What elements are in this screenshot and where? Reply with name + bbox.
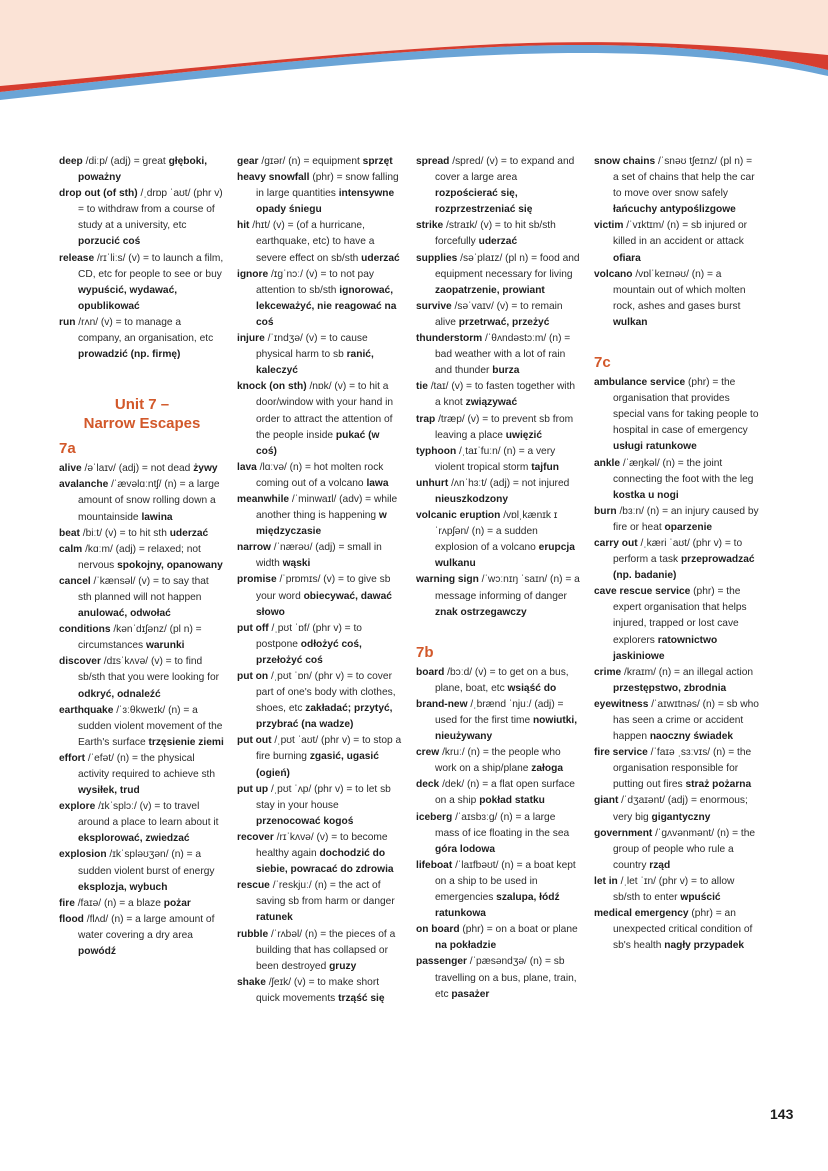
translation: powódź [78, 946, 116, 958]
definition: /ˈfaɪə ˌsɜːvɪs/ (n) = the organisation responsible for putting out fires [613, 747, 752, 791]
translation: zaopatrzenie, prowiant [435, 284, 545, 296]
headword: strike [416, 220, 444, 232]
translation: usługi ratunkowe [613, 441, 697, 453]
definition: /ʌnˈhɜːt/ (adj) = not injured [448, 477, 570, 489]
headword: carry out [594, 537, 638, 549]
definition: (phr) = an unexpected critical condition of sb's health [613, 908, 753, 952]
decorative-banner [0, 0, 828, 130]
translation: wysiłek, trud [78, 785, 140, 797]
definition: /ˈkænsəl/ (v) = to say that sth planned will not happen [78, 575, 209, 603]
translation: wypuścić, wydawać, opublikować [78, 284, 178, 312]
translation: góra lodowa [435, 843, 495, 855]
definition: /nɒk/ (v) = to hit a door/window with your hand in order to attract the attention of the people inside [256, 381, 394, 441]
definition: /ˌlet ˈɪn/ (phr v) = to allow sb/sth to enter [613, 875, 735, 904]
translation: naoczny świadek [649, 731, 734, 743]
definition: /dek/ (n) = a flat open surface on a ship [435, 779, 575, 807]
definition: /səˈvaɪv/ (v) = to remain alive [435, 300, 563, 328]
definition: /rɪˈkʌvə/ (v) = to become healthy again [256, 831, 388, 860]
translation: zakładać; przytyć, przybrać (na wadze) [256, 703, 393, 731]
headword: volcano [594, 268, 633, 280]
headword: put off [237, 622, 269, 634]
translation: żywy [193, 463, 218, 475]
definition: /ɪkˈsplɔː/ (v) = to travel around a place to learn about it [78, 801, 219, 829]
definition: /vɒlˈkeɪnəʊ/ (n) = a mountain out of which molten rock, ashes and gases burst [613, 268, 746, 312]
glossary-entry [59, 896, 225, 912]
translation: szalupa, łódź ratunkowa [435, 892, 560, 920]
headword: fire [59, 897, 75, 909]
definition: /kənˈdɪʃənz/ (pl n) = circumstances [78, 624, 202, 652]
headword: rescue [237, 880, 270, 892]
headword: recover [237, 831, 274, 843]
translation: kostka u nogi [613, 489, 679, 501]
headword: lifeboat [416, 859, 453, 871]
headword: iceberg [416, 811, 453, 823]
translation: intensywne opady śniegu [256, 188, 395, 216]
glossary-entry [416, 697, 582, 745]
headword: run [59, 316, 76, 328]
glossary-entry [237, 782, 403, 830]
translation: pukać (w coś) [256, 429, 380, 457]
headword: cave rescue service [594, 586, 691, 598]
translation: odłożyć coś, przełożyć coś [256, 638, 362, 666]
headword: deep [59, 156, 83, 167]
translation: ignorować, lekceważyć, nie reagować na coś [256, 284, 397, 328]
definition: /ˌkæri ˈaʊt/ (phr v) = to perform a task [613, 537, 743, 566]
glossary-entry [416, 251, 582, 299]
definition: /ˈɜːθkweɪk/ (n) = a sudden violent movement of the Earth's surface [78, 704, 223, 748]
glossary-entry [59, 751, 225, 799]
headword: narrow [237, 542, 271, 554]
definition: /ˌdrɒp ˈaʊt/ (phr v) = to withdraw from a course of study at a university, etc [78, 188, 223, 232]
glossary-entry [416, 922, 582, 954]
definition: /ˈpæsəndʒə/ (n) = sb travelling on a bus, plane, train, etc [435, 956, 577, 1000]
headword: avalanche [59, 479, 109, 491]
definition: /faɪə/ (n) = a blaze [74, 897, 164, 909]
headword: trap [416, 413, 436, 425]
translation: burza [492, 365, 520, 377]
translation: nieuszkodzony [435, 493, 509, 505]
definition: /ˈaɪsbɜːg/ (n) = a large mass of ice floating in the sea [435, 811, 570, 839]
definition: /flʌd/ (n) = a large amount of water covering a dry area [78, 913, 215, 941]
definition: /ˌpʊt ˈʌp/ (phr v) = to let sb stay in your house [256, 783, 391, 811]
glossary-entry [237, 154, 403, 170]
headword: cancel [59, 575, 91, 587]
unit-title: Unit 7 – Narrow Escapes [83, 396, 201, 433]
glossary-entry [594, 745, 760, 793]
translation: gruzy [329, 960, 357, 972]
definition: /ˈævəlɑːntʃ/ (n) = a large amount of snow rolling down a mountainside [78, 479, 220, 523]
translation: ratownictwo jaskiniowe [613, 634, 718, 662]
headword: heavy snowfall [237, 172, 310, 184]
glossary-entry [237, 572, 403, 620]
glossary-entry [237, 218, 403, 266]
glossary-entry [59, 186, 225, 250]
headword: explosion [59, 849, 107, 861]
translation: ratunek [256, 912, 293, 924]
glossary-entry [416, 810, 582, 858]
headword: meanwhile [237, 493, 290, 505]
headword: alive [59, 463, 82, 475]
headword: release [59, 252, 95, 264]
headword: put on [237, 671, 269, 682]
translation: dochodzić do siebie, powracać do zdrowia [256, 848, 394, 876]
translation: uderzać [361, 252, 400, 264]
glossary-entry [416, 154, 582, 218]
glossary-entry [237, 733, 403, 781]
banner-peach-band [0, 0, 828, 86]
definition: /əˈlaɪv/ (adj) = not dead [81, 463, 194, 475]
headword: eyewitness [594, 698, 649, 710]
definition: /ˈæŋkəl/ (n) = the joint connecting the foot with the leg [613, 457, 754, 485]
definition: /ˈminwaɪl/ (adv) = while another thing is happening [256, 493, 398, 522]
definition: /kɑːm/ (adj) = relaxed; not nervous [78, 543, 201, 571]
section-heading: 7b [416, 643, 434, 661]
headword: victim [594, 220, 624, 232]
headword: on board [416, 924, 460, 936]
page-number: 143 [770, 1106, 794, 1122]
headword: promise [237, 574, 277, 586]
glossary-entry [416, 331, 582, 379]
glossary-entry [416, 508, 582, 572]
translation: uderzać [478, 236, 518, 248]
glossary-entry [416, 858, 582, 922]
definition: /ˌpʊt ˈɒn/ (phr v) = to cover part of one's body with clothes, shoes, etc [256, 671, 396, 715]
glossary-entry [416, 954, 582, 1002]
glossary-entry [594, 536, 760, 584]
section-heading: 7c [594, 354, 611, 372]
section-heading: 7a [59, 440, 76, 458]
definition: /træp/ (v) = to prevent sb from leaving a place [435, 413, 574, 441]
definition: /rɪˈliːs/ (v) = to launch a film, CD, etc for people to see or buy [78, 252, 224, 280]
headword: board [416, 666, 445, 678]
translation: głęboki, poważny [78, 156, 208, 184]
headword: government [594, 827, 653, 839]
headword: effort [59, 752, 86, 764]
translation: łańcuchy antypoślizgowe [613, 204, 736, 216]
headword: gear [237, 156, 259, 167]
definition: /ˈnærəʊ/ (adj) = small in width [256, 542, 382, 570]
headword: explore [59, 801, 96, 813]
glossary-entry [59, 912, 225, 960]
translation: rozpościerać się, rozprzestrzeniać się [435, 188, 533, 216]
glossary-entry [59, 799, 225, 847]
definition: /ˈvɪktɪm/ (n) = sb injured or killed in an accident or attack [613, 220, 748, 248]
headword: knock (on sth) [237, 381, 307, 393]
headword: warning sign [416, 574, 479, 586]
headword: ambulance service [594, 377, 686, 389]
headword: tie [416, 381, 428, 393]
headword: crime [594, 666, 622, 678]
definition: (phr) = the organisation that provides special vans for taking people to hospital in case of emergency [613, 377, 759, 437]
headword: crew [416, 747, 440, 759]
definition: /ˈdʒaɪənt/ (adj) = enormous; very big [613, 795, 748, 823]
definition: /bɜːn/ (n) = an injury caused by fire or heat [613, 505, 759, 533]
headword: discover [59, 656, 101, 668]
translation: nagły przypadek [664, 940, 745, 952]
glossary-entry [237, 267, 403, 331]
translation: sprzęt [362, 156, 393, 167]
headword: conditions [59, 624, 111, 636]
headword: medical emergency [594, 908, 689, 920]
definition: /ʃeɪk/ (v) = to make short quick movements [256, 976, 380, 1004]
translation: przetrwać, przeżyć [458, 316, 550, 328]
definition: (phr) = the expert organisation that helps injured, trapped or lost cave explorers [613, 586, 747, 646]
definition: /kraɪm/ (n) = an illegal action [621, 666, 754, 678]
translation: znak ostrzegawczy [435, 606, 527, 618]
translation: związywać [465, 397, 518, 409]
glossary-entry [594, 826, 760, 874]
translation: erupcja wulkanu [435, 542, 575, 570]
translation: wąski [282, 558, 311, 570]
definition: /ˈɪndʒə/ (v) = to cause physical harm to sb [256, 333, 368, 361]
definition: /ˌtaɪˈfuːn/ (n) = a very violent tropical storm [435, 445, 556, 473]
headword: calm [59, 543, 83, 555]
definition: /ˈθʌndəstɔːm/ (n) = bad weather with a lot of rain and thunder [435, 333, 571, 377]
translation: lawina [141, 511, 173, 523]
headword: survive [416, 300, 452, 312]
glossary-entry [59, 315, 225, 363]
translation: porzucić coś [78, 236, 141, 248]
glossary-entry [59, 154, 225, 186]
definition: /diːp/ (adj) = great [82, 156, 169, 167]
headword: deck [416, 779, 440, 791]
headword: injure [237, 333, 265, 345]
translation: odkryć, odnaleźć [78, 688, 161, 700]
glossary-entry [59, 526, 225, 542]
headword: brand-new [416, 698, 468, 710]
definition: /ɪgˈnɔː/ (v) = to not pay attention to sb/sth [256, 268, 374, 296]
translation: pożar [163, 897, 191, 909]
definition: /gɪər/ (n) = equipment [258, 156, 363, 167]
glossary-entry [59, 251, 225, 315]
definition: /kruː/ (n) = the people who work on a ship/plane [435, 747, 561, 775]
translation: przeprowadzać (np. badanie) [613, 554, 755, 582]
translation: w międzyczasie [256, 510, 387, 538]
glossary-entry [237, 540, 403, 572]
headword: giant [594, 795, 619, 807]
glossary-entry [237, 460, 403, 492]
translation: lawa [366, 477, 389, 489]
definition: (phr) = snow falling in large quantities [256, 172, 399, 200]
glossary-entry [594, 218, 760, 266]
headword: put out [237, 735, 272, 747]
glossary-entry [59, 703, 225, 751]
definition: /ˈaɪwɪtnəs/ (n) = sb who has seen a crime or accident happen [613, 698, 759, 743]
translation: rząd [649, 859, 671, 871]
column-4 [594, 154, 760, 954]
headword: earthquake [59, 704, 114, 716]
glossary-entry [416, 379, 582, 411]
translation: uderzać [169, 527, 209, 539]
headword: ankle [594, 457, 621, 469]
translation: pokład statku [479, 795, 545, 807]
glossary-entry [237, 975, 403, 1007]
definition: /ˌbrænd ˈnjuː/ (adj) = used for the first time [435, 698, 564, 726]
headword: hit [237, 220, 250, 232]
column-3 [416, 154, 582, 1003]
glossary-entry [594, 874, 760, 906]
definition: /ˈwɔːnɪŋ ˈsaɪn/ (n) = a message informing of danger [435, 574, 580, 602]
headword: typhoon [416, 445, 457, 457]
translation: eksplorować, zwiedzać [78, 833, 190, 845]
definition: /ˌpʊt ˈɒf/ (phr v) = to postpone [256, 622, 362, 650]
headword: lava [237, 461, 257, 473]
definition: /taɪ/ (v) = to fasten together with a knot [427, 381, 576, 409]
glossary-entry [237, 379, 403, 459]
headword: unhurt [416, 477, 449, 489]
glossary-entry [594, 375, 760, 455]
glossary-entry [237, 492, 403, 540]
translation: pasażer [451, 988, 490, 1000]
headword: thunderstorm [416, 333, 483, 345]
headword: drop out (of sth) [59, 188, 138, 200]
translation: obiecywać, dawać słowo [256, 590, 392, 618]
glossary-entry [594, 154, 760, 218]
column-2 [237, 154, 403, 1007]
glossary-entry [594, 665, 760, 697]
glossary-entry [594, 906, 760, 954]
translation: straż pożarna [685, 779, 752, 791]
glossary-entry [237, 830, 403, 878]
translation: gigantyczny [651, 811, 711, 823]
translation: nowiutki, nieużywany [435, 715, 578, 743]
definition: /ˈlaɪfbəʊt/ (n) = a boat kept on a ship to be used in emergencies [435, 859, 576, 904]
headword: put up [237, 783, 269, 795]
definition: /straɪk/ (v) = to hit sb/sth forcefully [435, 220, 556, 248]
definition: /ˈefət/ (n) = the physical activity required to achieve sth [78, 752, 216, 780]
glossary-entry [237, 669, 403, 733]
definition: /ˌpʊt ˈaʊt/ (phr v) = to stop a fire burning [256, 735, 402, 763]
definition: /spred/ (v) = to expand and cover a large area [435, 156, 575, 184]
translation: uwięzić [505, 429, 543, 441]
translation: na pokładzie [435, 940, 497, 952]
glossary-entry [59, 622, 225, 654]
glossary-entry [594, 793, 760, 825]
translation: zgasić, ugasić (ogień) [256, 751, 379, 779]
glossary-entry [594, 584, 760, 664]
glossary-entry [594, 697, 760, 745]
glossary-entry [416, 572, 582, 620]
glossary-entry [59, 461, 225, 477]
translation: wsiąść do [507, 682, 557, 694]
headword: let in [594, 875, 618, 887]
glossary-entry [416, 476, 582, 508]
glossary-entry [416, 412, 582, 444]
definition: /səˈplaɪz/ (pl n) = food and equipment necessary for living [435, 252, 580, 280]
translation: wulkan [613, 316, 648, 328]
glossary-entry [594, 456, 760, 504]
column-1 [59, 154, 225, 960]
definition: (phr) = on a boat or plane [459, 924, 578, 936]
headword: ignore [237, 268, 269, 280]
glossary-entry [59, 574, 225, 622]
definition: /ˈrʌbəl/ (n) = the pieces of a building that has collapsed or been destroyed [256, 928, 396, 972]
translation: ranić, kaleczyć [256, 349, 374, 377]
glossary-entry [416, 745, 582, 777]
translation: anulować, odwołać [78, 608, 171, 620]
glossary-entry [594, 267, 760, 331]
translation: oparzenie [664, 521, 713, 533]
definition: /rʌn/ (v) = to manage a company, an organisation, etc [75, 316, 214, 345]
translation: ofiara [613, 252, 641, 264]
glossary-entry [416, 218, 582, 250]
headword: rubble [237, 928, 269, 940]
definition: /vɒlˌkænɪk ɪˈrʌpʃən/ (n) = a sudden explosion of a volcano [435, 510, 558, 554]
translation: eksplozja, wybuch [78, 881, 168, 893]
definition: /lɑːvə/ (n) = hot molten rock coming out of a volcano [256, 461, 384, 489]
glossary-entry [237, 170, 403, 218]
headword: flood [59, 913, 84, 925]
headword: passenger [416, 956, 467, 968]
glossary-entry [59, 542, 225, 574]
definition: /ˈreskjuː/ (n) = the act of saving sb from harm or danger [256, 880, 395, 908]
definition: /hɪt/ (v) = (of a hurricane, earthquake, etc) to have a severe effect on sb/sth [249, 220, 375, 264]
definition: /ˈgʌvənmənt/ (n) = the group of people who rule a country [613, 827, 756, 871]
translation: trzęsienie ziemi [148, 736, 224, 748]
glossary-entry [59, 847, 225, 895]
translation: warunki [145, 640, 185, 652]
glossary-entry [237, 878, 403, 926]
translation: przenocować kogoś [256, 815, 354, 827]
glossary-entry [237, 331, 403, 379]
translation: prowadzić (np. firmę) [78, 349, 181, 361]
headword: fire service [594, 747, 648, 759]
translation: spokojny, opanowany [117, 559, 223, 571]
definition: /dɪsˈkʌvə/ (v) = to find sb/sth that you were looking for [78, 656, 220, 684]
translation: tajfun [531, 461, 559, 473]
glossary-entry [594, 504, 760, 536]
headword: shake [237, 976, 266, 988]
headword: spread [416, 156, 450, 167]
translation: przestępstwo, zbrodnia [613, 682, 727, 694]
headword: burn [594, 505, 617, 517]
definition: /ˈsnəʊ tʃeɪnz/ (pl n) = a set of chains that help the car to move over snow safely [613, 156, 755, 200]
glossary-entry [237, 927, 403, 975]
definition: /ɪkˈspləʊʒən/ (n) = a sudden violent burst of energy [78, 849, 215, 877]
definition: /ˈprɒmɪs/ (v) = to give sb your word [256, 574, 391, 602]
headword: beat [59, 527, 80, 539]
translation: wpuścić [680, 892, 721, 904]
glossary-entry [416, 777, 582, 809]
definition: /bɔːd/ (v) = to get on a bus, plane, boat, etc [435, 666, 569, 694]
translation: załoga [531, 763, 563, 775]
glossary-entry [416, 665, 582, 697]
headword: snow chains [594, 156, 656, 167]
glossary-entry [416, 444, 582, 476]
headword: supplies [416, 252, 458, 264]
glossary-entry [416, 299, 582, 331]
translation: trząść się [338, 992, 385, 1004]
glossary-entry [237, 621, 403, 669]
definition: /biːt/ (v) = to hit sth [79, 527, 170, 539]
glossary-entry [59, 654, 225, 702]
headword: volcanic eruption [416, 510, 501, 522]
glossary-entry [59, 477, 225, 525]
